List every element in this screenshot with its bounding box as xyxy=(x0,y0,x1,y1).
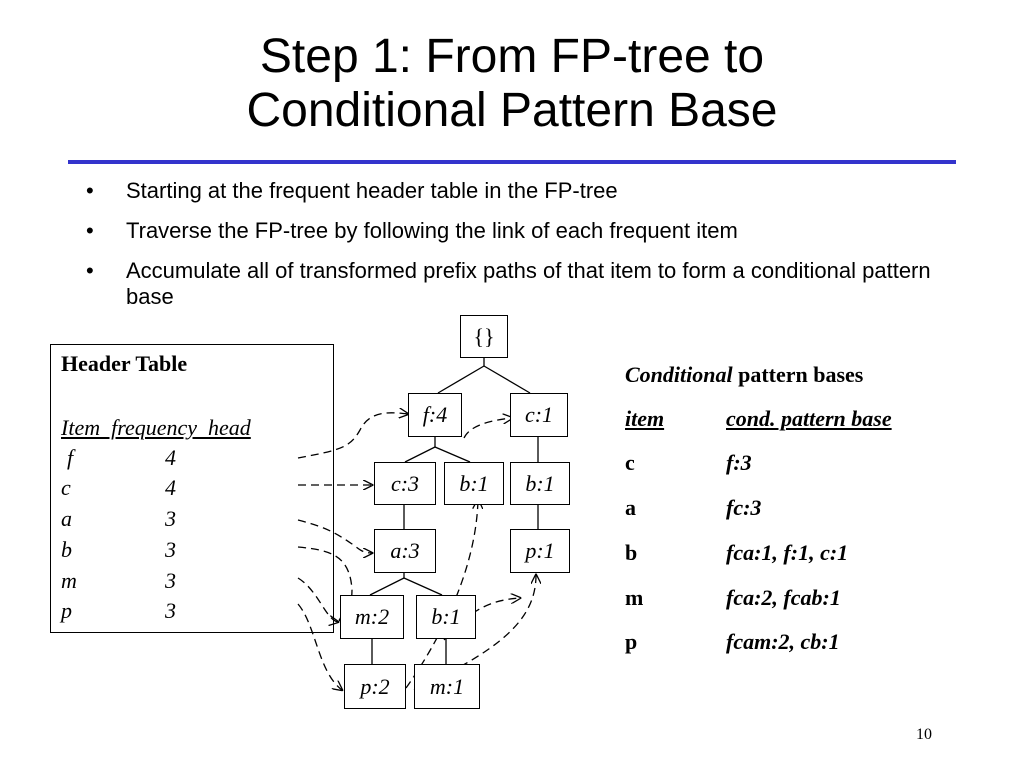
tree-node-b1: b:1 xyxy=(416,595,476,639)
row-frequency: 4 xyxy=(165,475,176,500)
tree-node-m1: m:1 xyxy=(414,664,480,709)
cpb-row-item: c xyxy=(625,450,635,475)
row-frequency: 3 xyxy=(165,598,176,623)
tree-node-b1: b:1 xyxy=(444,462,504,505)
row-frequency: 3 xyxy=(165,537,176,562)
cpb-row-base: fc:3 xyxy=(726,495,762,520)
row-frequency: 3 xyxy=(165,568,176,593)
cpb-row-base: fca:2, fcab:1 xyxy=(726,585,841,610)
tree-node-p1: p:1 xyxy=(510,529,570,573)
cpb-row-item: p xyxy=(625,629,638,654)
header-table-row xyxy=(61,475,261,505)
row-item: a xyxy=(61,506,72,531)
header-table-row xyxy=(61,598,261,628)
tree-node-root: {} xyxy=(460,315,508,358)
cpb-column-base: cond. pattern base xyxy=(726,406,892,431)
bullet-item: • Traverse the FP-tree by following the link of each frequent item xyxy=(80,218,960,244)
tree-node-b1: b:1 xyxy=(510,462,570,505)
cpb-column-item: item xyxy=(625,406,665,431)
header-table-row xyxy=(61,445,261,475)
cpb-row-item: m xyxy=(625,585,644,610)
cpb-row-item: b xyxy=(625,540,638,565)
row-item: b xyxy=(61,537,72,562)
title-line-1: Step 1: From FP-tree to xyxy=(259,30,765,83)
row-item: c xyxy=(61,475,71,500)
tree-node-m2: m:2 xyxy=(340,595,404,639)
row-item: m xyxy=(61,568,77,593)
header-table-title: Header Table xyxy=(61,351,188,376)
tree-node-a3: a:3 xyxy=(374,529,436,573)
header-table-row xyxy=(61,506,261,536)
page-number: 10 xyxy=(916,726,932,743)
tree-node-f4: f:4 xyxy=(408,393,462,437)
bullet-item: • Accumulate all of transformed prefix paths of that item to form a conditional pattern base xyxy=(80,258,960,310)
tree-node-c1: c:1 xyxy=(510,393,568,437)
cpb-title-rest: pattern bases xyxy=(732,362,864,387)
cpb-row-base: fcam:2, cb:1 xyxy=(726,629,840,654)
cpb-row-base: fca:1, f:1, c:1 xyxy=(726,540,849,565)
row-item: p xyxy=(61,598,72,623)
tree-node-p2: p:2 xyxy=(344,664,406,709)
cpb-row-item: a xyxy=(625,495,636,520)
bullet-item: • Starting at the frequent header table in the FP-tree xyxy=(80,178,960,204)
tree-node-c3: c:3 xyxy=(374,462,436,505)
title-line-2: Conditional Pattern Base xyxy=(246,84,778,137)
header-table-row xyxy=(61,568,261,598)
cpb-title-italic: Conditional xyxy=(625,362,733,387)
row-frequency: 3 xyxy=(165,506,176,531)
row-frequency: 4 xyxy=(165,445,176,470)
header-table-columns: Item frequency head xyxy=(61,415,251,440)
header-table-row xyxy=(61,537,261,567)
row-item: f xyxy=(67,445,74,470)
cpb-row-base: f:3 xyxy=(726,450,752,475)
header-table xyxy=(50,344,334,633)
